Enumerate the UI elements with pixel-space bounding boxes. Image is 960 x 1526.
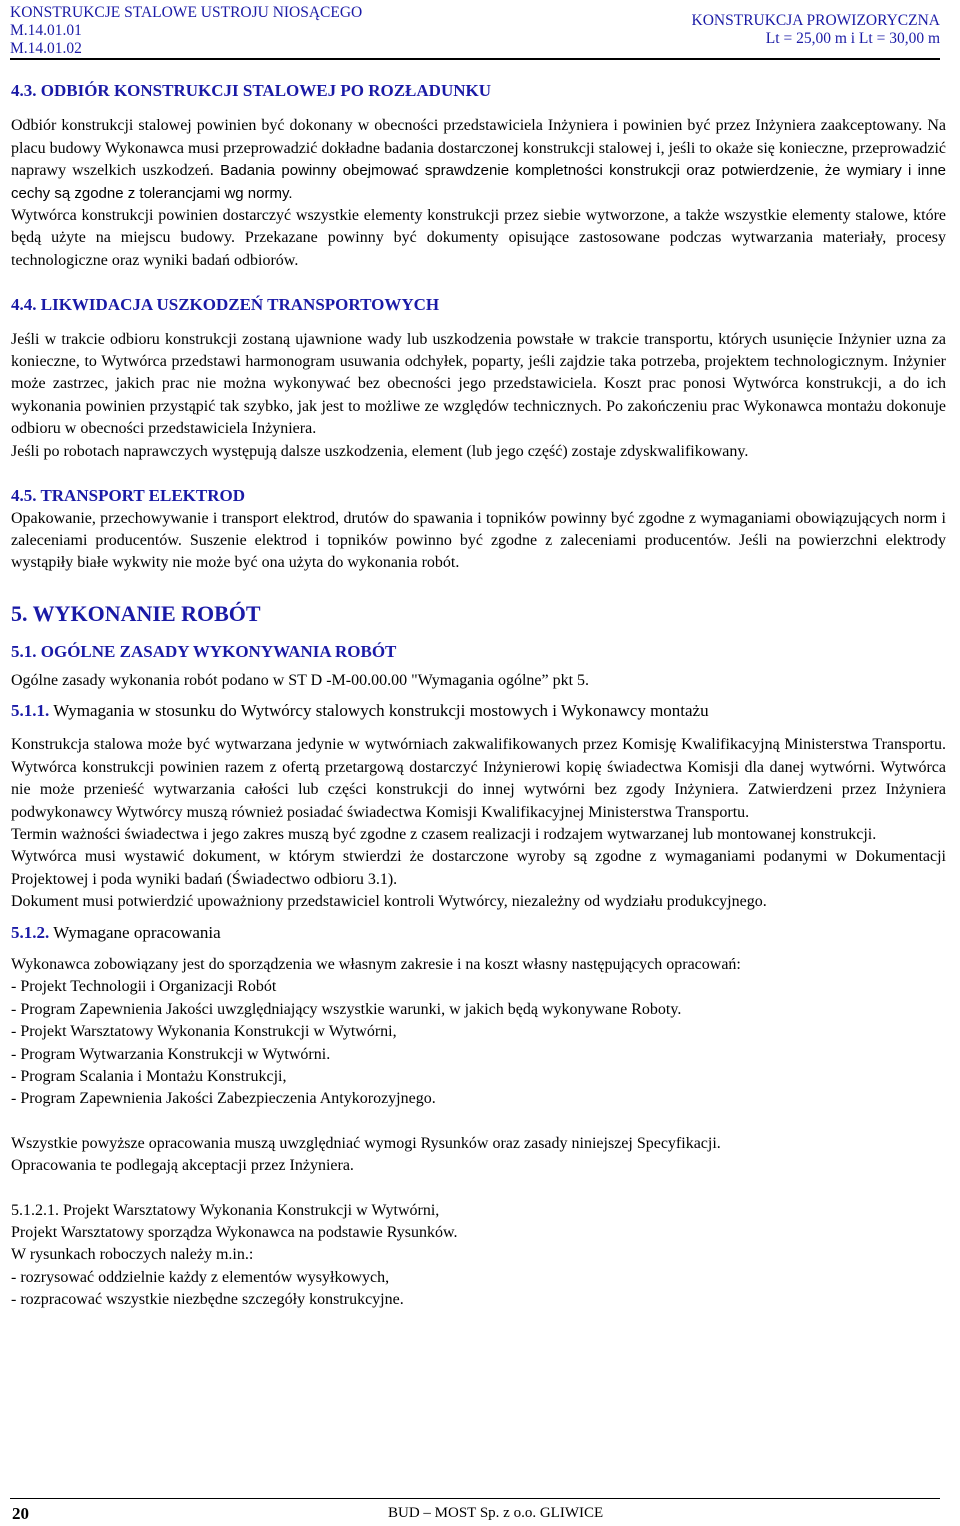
list-item: - rozrysować oddzielnie każdy z elementów wysyłkowych, — [11, 1268, 390, 1286]
list-item: - Projekt Technologii i Organizacji Robót — [11, 978, 277, 996]
heading-5-1-2-1 — [11, 1200, 946, 1222]
heading-5-1-2-1-title: Projekt Warsztatowy Wykonania Konstrukcji w Wytwórni, — [59, 1201, 440, 1219]
paragraph-5-1-1-1: Konstrukcja stalowa może być wytwarzana jedynie w wytwórniach zakwalifikowanych przez Komisję Kwalifikacyjną Ministerstwa Transportu. Wytwórca konstrukcji powinien razem z ofertą przetargową dostarczyć Inżynierowi kopię świadectwa Komisji dla danej wytwórni. Wytwórca nie może przenieść wytwarzania całości lub części konstrukcji do innej wytwórni bez zgody Inżyniera. Zatwierdzeni przez Inżyniera podwykonawcy Wytwórcy muszą również posiadać świadectwa Komisji Kwalifikacyjnej Ministerstwa Transportu. — [11, 736, 946, 821]
paragraph-5-1-2-1-1: Projekt Warsztatowy sporządza Wykonawca na podstawie Rysunków. — [11, 1224, 458, 1242]
page-header — [10, 4, 940, 60]
list-item: - Program Zapewnienia Jakości Zabezpieczenia Antykorozyjnego. — [11, 1090, 436, 1108]
paragraph-4-3-1 — [11, 115, 946, 205]
paragraph-5-1-1-2: Termin ważności świadectwa i jego zakres muszą być zgodne z czasem realizacji i rodzajem wytwarzanej lub montowanej konstrukcji. — [11, 825, 877, 843]
paragraph-5-1-1: Ogólne zasady wykonania robót podano w ST D -M-00.00.00 "Wymagania ogólne” pkt 5. — [11, 671, 590, 689]
list-item: - Program Wytwarzania Konstrukcji w Wytwórni. — [11, 1045, 331, 1063]
heading-4-4: 4.4. LIKWIDACJA USZKODZEŃ TRANSPORTOWYCH — [11, 295, 440, 315]
paragraph-4-3-2: Wytwórca konstrukcji powinien dostarczyć wszystkie elementy konstrukcji przez siebie wytworzone, a także wszystkie elementy stalowe, które będą użyte na miejscu budowy. Przekazane powinny być dokumenty opisujące zastosowane podczas wytwarzania materiały, procesy technologiczne oraz wyniki badań odbiorów. — [11, 207, 946, 269]
paragraph-4-4-1: Jeśli w trakcie odbioru konstrukcji zostaną ujawnione wady lub uszkodzenia powstałe w trakcie transportu, których usunięcie Inżynier uzna za konieczne, to Wytwórca przedstawi harmonogram usuwania odchyłek, poparty, jeśli zajdzie taka potrzeba, projektem technologicznym. Inżynier może zastrzec, jakich prac nie można wykonywać bez obecności jego przedstawiciela. Koszt prac ponosi Wytwórca konstrukcji, a do ich wykonania powinien przystąpić tak szybko, jak jest to możliwe ze względów technicznych. Po zakończeniu prac Wykonawca montażu dokonuje odbioru w obecności przedstawiciela Inżyniera. — [11, 330, 946, 438]
paragraph-4-3-1-serif: Odbiór konstrukcji stalowej powinien być dokonany w obecności przedstawiciela Inżyniera i powinien być przez Inżyniera zaakceptowany. Na placu budowy Wykonawca musi przeprowadzić dokładne badania dostarczonej konstrukcji stalowej i, jeśli to okaże się konieczne, przeprowadzić naprawy wszelkich uszkodzeń. — [11, 117, 946, 180]
heading-5-1-2 — [11, 922, 946, 944]
list-item: - rozpracować wszystkie niezbędne szczegóły konstrukcyjne. — [11, 1291, 404, 1309]
header-right-title: KONSTRUKCJA PROWIZORYCZNA — [691, 12, 940, 29]
paragraph-4-3-1-sans: Badania powinny obejmować sprawdzenie kompletności konstrukcji oraz potwierdzenie, że wymiary i inne cechy są zgodne z tolerancjami wg normy. — [11, 162, 946, 202]
page-number: 20 — [12, 1504, 29, 1523]
heading-5-1-2-1-number: 5.1.2.1. — [11, 1201, 59, 1219]
document-body — [11, 80, 946, 1312]
paragraph-4-5-1: Opakowanie, przechowywanie i transport elektrod, drutów do spawania i topników powinny być zgodne z wymaganiami obowiązujących norm i zaleceniami producentów. Suszenie elektrod i topników powinno być zgodne z zaleceniami producentów. Jeśli na powierzchni elektrody wystąpiły białe wykwity nie może być ona użyta do wykonania robót. — [11, 509, 946, 572]
page-footer — [10, 1498, 940, 1525]
heading-5-1-2-number: 5.1.2. — [11, 922, 50, 942]
header-right-subtitle: Lt = 25,00 m i Lt = 30,00 m — [765, 30, 940, 47]
paragraph-5-1-2-intro: Wykonawca zobowiązany jest do sporządzenia we własnym zakresie i na koszt własny następujących opracowań: — [11, 956, 741, 973]
paragraph-5-1-1-3: Wytwórca musi wystawić dokument, w którym stwierdzi że dostarczone wyroby są zgodne z wymaganiami podanymi w Dokumentacji Projektowej i poda wyniki badań (Świadectwo odbioru 3.1). — [11, 848, 946, 888]
heading-5-1-1-number: 5.1.1. — [11, 700, 50, 720]
paragraph-5-1-2-2: Wszystkie powyższe opracowania muszą uwzględniać wymogi Rysunków oraz zasady niniejszej Specyfikacji. — [11, 1134, 721, 1152]
paragraph-5-1-2-3: Opracowania te podlegają akceptacji przez Inżyniera. — [11, 1157, 354, 1175]
paragraph-5-1-2-1-2: W rysunkach roboczych należy m.in.: — [11, 1246, 254, 1264]
heading-4-5: 4.5. TRANSPORT ELEKTROD — [11, 486, 245, 506]
header-left-title: KONSTRUKCJE STALOWE USTROJU NIOSĄCEGO — [10, 4, 363, 21]
paragraph-4-4-2: Jeśli po robotach naprawczych występują dalsze uszkodzenia, element (lub jego część) zostaje zdyskwalifikowany. — [11, 442, 749, 460]
footer-company: BUD – MOST Sp. z o.o. GLIWICE — [388, 1505, 604, 1521]
heading-5-1: 5.1. OGÓLNE ZASADY WYKONYWANIA ROBÓT — [11, 642, 397, 662]
list-item: - Projekt Warsztatowy Wykonania Konstrukcji w Wytwórni, — [11, 1023, 397, 1041]
list-item: - Program Zapewnienia Jakości uwzględniający wszystkie warunki, w jakich będą wykonywane Roboty. — [11, 1000, 682, 1018]
list-item: - Program Scalania i Montażu Konstrukcji, — [11, 1068, 287, 1086]
heading-5-1-1 — [11, 700, 946, 722]
header-code-2: M.14.01.02 — [10, 40, 82, 57]
heading-5: 5. WYKONANIE ROBÓT — [11, 600, 261, 626]
heading-5-1-2-title: Wymagane opracowania — [49, 922, 221, 942]
header-right — [692, 12, 940, 48]
header-left — [10, 4, 362, 58]
heading-4-3: 4.3. ODBIÓR KONSTRUKCJI STALOWEJ PO ROZŁADUNKU — [11, 81, 491, 100]
heading-5-1-1-title: Wymagania w stosunku do Wytwórcy stalowych konstrukcji mostowych i Wykonawcy montażu — [49, 700, 709, 720]
header-code-1: M.14.01.01 — [10, 22, 82, 39]
paragraph-5-1-1-4: Dokument musi potwierdzić upoważniony przedstawiciel kontroli Wytwórcy, niezależny od wydziału produkcyjnego. — [11, 893, 767, 911]
